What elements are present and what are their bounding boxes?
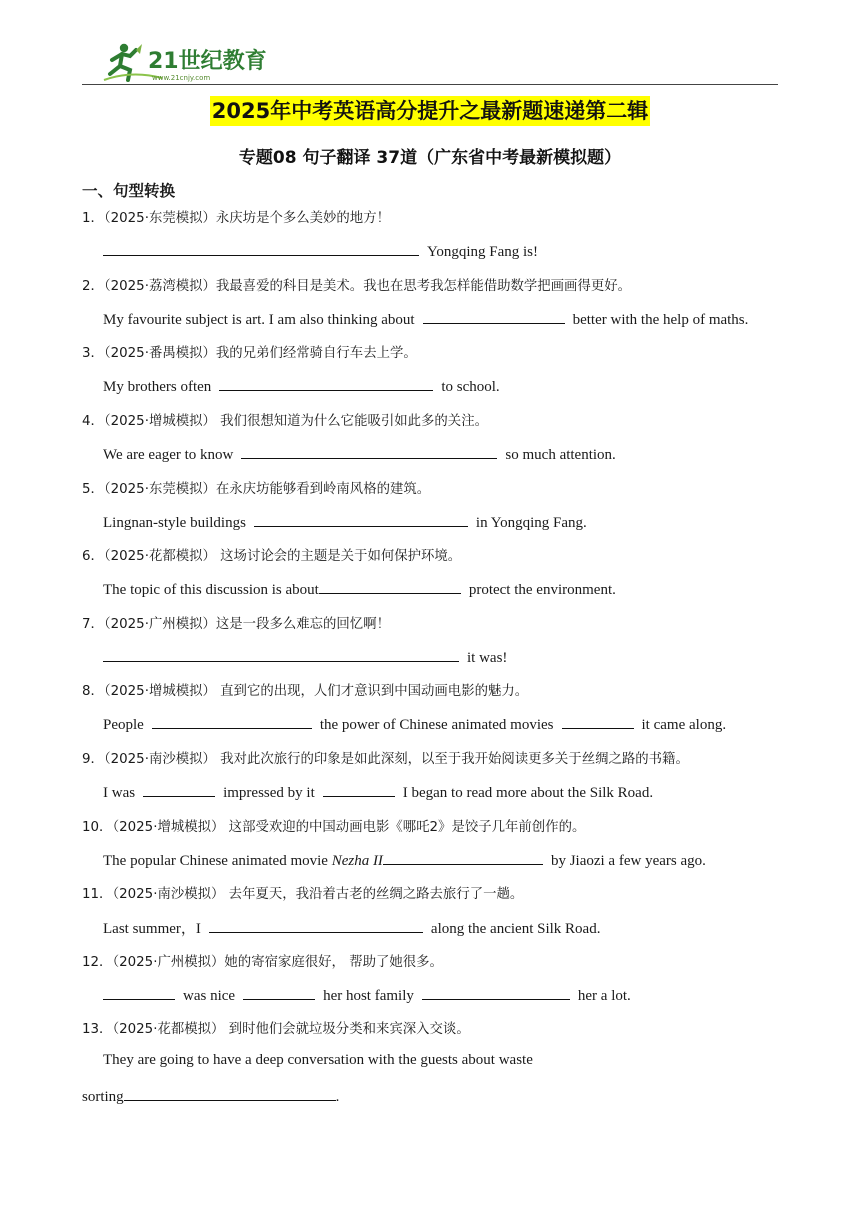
answer-text: so much attention.: [505, 447, 616, 463]
question-chinese: 我最喜爱的科目是美术。我也在思考我怎样能借助数学把画画得更好。: [215, 279, 632, 294]
question-prompt: [82, 478, 802, 497]
answer-text: it was!: [467, 650, 508, 666]
question-2: [82, 275, 802, 294]
answer-text: in Yongqing Fang.: [475, 515, 587, 531]
question-source: （2025·增城模拟）: [103, 684, 216, 699]
answer-text: My favourite subject is art. I am also thinking about: [103, 312, 415, 328]
answer-text: .: [335, 1089, 340, 1105]
question-source: （2025·东莞模拟）: [103, 482, 216, 497]
question-number: 4．: [82, 414, 104, 429]
question-number: 13．: [82, 1022, 113, 1037]
question-prompt: [82, 342, 802, 361]
answer-blank[interactable]: [103, 985, 175, 1000]
question-prompt: [82, 1018, 802, 1037]
header-divider: [82, 84, 778, 85]
question-prompt: [82, 207, 802, 226]
answer-blank[interactable]: [423, 309, 565, 324]
answer-text: My brothers often: [103, 379, 212, 395]
question-number: 3．: [82, 346, 104, 361]
question-chinese: 直到它的出现，人们才意识到中国动画电影的魅力。: [215, 684, 529, 699]
question-chinese: 这是一段多么难忘的回忆啊！: [215, 617, 390, 632]
movie-title: Nezha II: [331, 853, 383, 869]
answer-text: The topic of this discussion is about: [103, 582, 319, 598]
section-heading: 一、句型转换: [82, 182, 176, 200]
question-source: （2025·广州模拟）: [112, 955, 225, 970]
question-source: （2025·荔湾模拟）: [103, 279, 216, 294]
question-source: （2025·增城模拟）: [112, 820, 225, 835]
answer-blank[interactable]: [422, 985, 570, 1000]
answer-text: They are going to have a deep conversation with the guests about waste: [103, 1052, 533, 1068]
title-container: [0, 96, 860, 126]
question-number: 7．: [82, 617, 104, 632]
answer-blank[interactable]: [562, 714, 634, 729]
question-prompt: [82, 680, 802, 699]
answer-blank[interactable]: [219, 376, 433, 391]
question-number: 6．: [82, 549, 104, 564]
answer-line-6: [103, 579, 616, 599]
logo-text: 21世纪教育: [148, 49, 267, 74]
question-source: （2025·增城模拟）: [103, 414, 216, 429]
answer-line-1: [103, 241, 538, 261]
question-11: [82, 883, 802, 902]
question-number: 8．: [82, 684, 104, 699]
question-number: 11．: [82, 887, 113, 902]
answer-text: Last summer，I: [103, 921, 201, 937]
answer-line-2: [103, 309, 748, 329]
answer-blank[interactable]: [383, 850, 543, 865]
question-chinese: 她的寄宿家庭很好， 帮助了她很多。: [224, 955, 443, 970]
answer-text: her a lot.: [577, 988, 631, 1004]
answer-text: was nice: [183, 988, 236, 1004]
answer-text: Lingnan-style buildings: [103, 515, 246, 531]
question-chinese: 我们很想知道为什么它能吸引如此多的关注。: [215, 414, 488, 429]
answer-text: I began to read more about the Silk Road.: [402, 785, 654, 801]
answer-text: Yongqing Fang is!: [427, 244, 538, 260]
question-prompt: [82, 545, 802, 564]
question-number: 12．: [82, 955, 113, 970]
answer-text: protect the environment.: [468, 582, 616, 598]
logo-url-text: www.21cnjy.com: [152, 74, 211, 82]
question-chinese: 去年夏天，我沿着古老的丝绸之路去旅行了一趟。: [224, 887, 524, 902]
question-prompt: [82, 816, 802, 835]
answer-line-7: [103, 647, 507, 667]
answer-text: better with the help of maths.: [572, 312, 749, 328]
answer-text: the power of Chinese animated movies: [319, 717, 554, 733]
question-chinese: 到时他们会就垃圾分类和来宾深入交谈。: [224, 1022, 470, 1037]
question-prompt: [82, 410, 802, 429]
answer-text: it came along.: [641, 717, 727, 733]
answer-text: impressed by it: [223, 785, 315, 801]
question-number: 5．: [82, 482, 104, 497]
answer-blank[interactable]: [241, 444, 497, 459]
answer-line-12: [103, 985, 631, 1005]
answer-text: I was: [103, 785, 136, 801]
answer-line-10: [103, 850, 706, 870]
answer-blank[interactable]: [143, 782, 215, 797]
answer-line-11: [103, 917, 600, 938]
answer-line-5: [103, 512, 587, 532]
answer-text: along the ancient Silk Road.: [430, 921, 601, 937]
question-source: （2025·广州模拟）: [103, 617, 216, 632]
answer-line-13b: [82, 1086, 339, 1106]
question-source: （2025·花都模拟）: [103, 549, 216, 564]
answer-blank[interactable]: [124, 1086, 336, 1101]
question-10: [82, 816, 802, 835]
question-source: （2025·番禺模拟）: [103, 346, 216, 361]
answer-blank[interactable]: [323, 782, 395, 797]
question-source: （2025·东莞模拟）: [103, 211, 216, 226]
answer-line-13a: [103, 1052, 533, 1069]
answer-text: her host family: [323, 988, 414, 1004]
logo: [102, 40, 272, 84]
answer-text: sorting: [82, 1089, 124, 1105]
answer-line-4: [103, 444, 616, 464]
question-3: [82, 342, 802, 361]
question-source: （2025·花都模拟）: [112, 1022, 225, 1037]
question-prompt: [82, 883, 802, 902]
answer-text: The popular Chinese animated movie: [103, 853, 328, 869]
question-source: （2025·南沙模拟）: [112, 887, 225, 902]
question-9: [82, 748, 802, 767]
question-source: （2025·南沙模拟）: [103, 752, 216, 767]
question-1: [82, 207, 802, 226]
question-prompt: [82, 275, 802, 294]
question-number: 2．: [82, 279, 104, 294]
question-chinese: 我对此次旅行的印象是如此深刻，以至于我开始阅读更多关于丝绸之路的书籍。: [215, 752, 689, 767]
answer-text: by Jiaozi a few years ago.: [550, 853, 706, 869]
answer-text: People: [103, 717, 144, 733]
question-5: [82, 478, 802, 497]
question-4: [82, 410, 802, 429]
answer-blank[interactable]: [254, 512, 468, 527]
page-header: [82, 40, 778, 86]
question-12: [82, 951, 802, 970]
answer-line-8: [103, 714, 726, 734]
answer-blank[interactable]: [209, 918, 423, 933]
question-chinese: 永庆坊是个多么美妙的地方！: [215, 211, 390, 226]
answer-text: We are eager to know: [103, 447, 234, 463]
answer-blank[interactable]: [243, 985, 315, 1000]
question-chinese: 在永庆坊能够看到岭南风格的建筑。: [215, 482, 431, 497]
answer-blank[interactable]: [103, 647, 459, 662]
question-6: [82, 545, 802, 564]
document-subtitle: 专题08 句子翻译 37道（广东省中考最新模拟题）: [238, 148, 622, 168]
question-prompt: [82, 951, 802, 970]
question-number: 9．: [82, 752, 104, 767]
question-prompt: [82, 613, 802, 632]
question-number: 10．: [82, 820, 113, 835]
question-7: [82, 613, 802, 632]
answer-text: to school.: [441, 379, 500, 395]
question-8: [82, 680, 802, 699]
answer-blank[interactable]: [152, 714, 312, 729]
question-number: 1．: [82, 211, 104, 226]
question-chinese: 我的兄弟们经常骑自行车去上学。: [215, 346, 417, 361]
answer-blank[interactable]: [103, 241, 419, 256]
answer-line-3: [103, 376, 500, 396]
question-chinese: 这场讨论会的主题是关于如何保护环境。: [215, 549, 462, 564]
answer-line-9: [103, 782, 653, 802]
question-chinese: 这部受欢迎的中国动画电影《哪吒2》是饺子几年前创作的。: [224, 820, 586, 835]
document-title: 2025年中考英语高分提升之最新题速递第二辑: [210, 96, 650, 126]
question-prompt: [82, 748, 802, 767]
answer-blank[interactable]: [319, 579, 461, 594]
question-13: [82, 1018, 802, 1037]
